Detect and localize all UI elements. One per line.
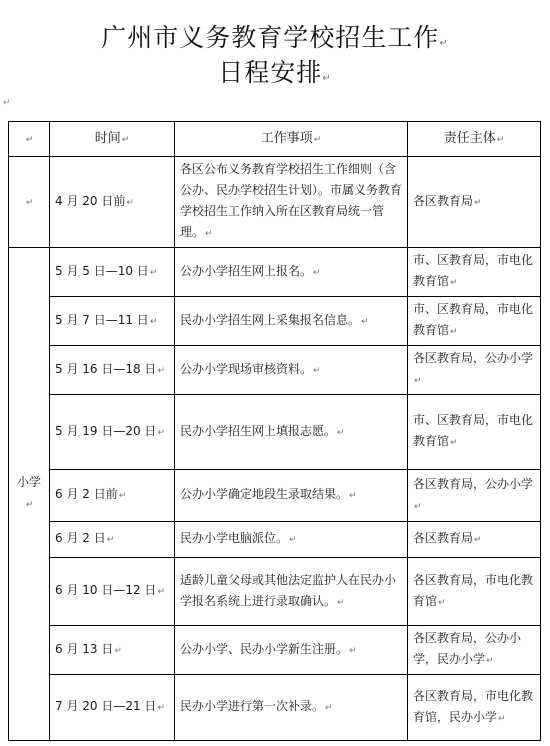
task-cell: 公办小学确定地段生录取结果。↵ [175, 470, 408, 522]
task-cell: 适龄儿童父母或其他法定监护人在民办小学报名系统上进行录取确认。↵ [175, 558, 408, 626]
table-row [9, 522, 541, 558]
responsible-cell: 各区教育局，市电化教育馆，民办小学↵ [408, 675, 541, 741]
task-cell: 公办小学现场审核资料。↵ [175, 346, 408, 395]
time-cell: 6 月 2 日前↵ [50, 470, 175, 522]
responsible-cell: 各区教育局，公办小学↵ [408, 470, 541, 522]
time-cell: 5 月 7 日—11 日↵ [50, 297, 175, 346]
responsible-cell: 各区教育局，公办小学↵ [408, 346, 541, 395]
responsible-cell: 各区教育局，公办小学，民办小学↵ [408, 626, 541, 675]
time-cell: 5 月 19 日—20 日↵ [50, 395, 175, 470]
task-cell: 民办小学进行第一次补录。↵ [175, 675, 408, 741]
task-cell: 公办小学、民办小学新生注册。↵ [175, 626, 408, 675]
responsible-cell: 各区教育局↵ [408, 522, 541, 558]
table-row [9, 297, 541, 346]
time-cell: 4 月 20 日前↵ [50, 157, 175, 248]
header-responsible: 责任主体↵ [408, 122, 541, 157]
time-cell: 5 月 16 日—18 日↵ [50, 346, 175, 395]
table-row [9, 395, 541, 470]
header-task: 工作事项↵ [175, 122, 408, 157]
category-cell-primary: 小学↵ [9, 248, 50, 741]
responsible-cell: 各区教育局，市电化教育馆↵ [408, 558, 541, 626]
task-cell: 民办小学招生网上填报志愿。↵ [175, 395, 408, 470]
table-row [9, 157, 541, 248]
table-row [9, 346, 541, 395]
time-cell: 6 月 2 日↵ [50, 522, 175, 558]
task-cell: 各区公布义务教育学校招生工作细则（含公办、民办学校招生计划）。市属义务教育学校招生工作纳入所在区教育局统一管理。↵ [175, 157, 408, 248]
responsible-cell: 市、区教育局，市电化教育馆↵ [408, 248, 541, 297]
header-blank: ↵ [9, 122, 50, 157]
document-title-line1: 广州市义务教育学校招生工作↵ [101, 23, 449, 52]
schedule-table [8, 121, 541, 741]
time-cell: 6 月 13 日↵ [50, 626, 175, 675]
table-row [9, 558, 541, 626]
paragraph-mark: ↵ [3, 98, 11, 108]
time-cell: 5 月 5 日—10 日↵ [50, 248, 175, 297]
document-title-line2: 日程安排↵ [218, 58, 332, 87]
task-cell: 民办小学电脑派位。↵ [175, 522, 408, 558]
category-cell-blank: ↵ [9, 157, 50, 248]
time-cell: 7 月 20 日—21 日↵ [50, 675, 175, 741]
header-time: 时间↵ [50, 122, 175, 157]
table-row [9, 248, 541, 297]
responsible-cell: 各区教育局↵ [408, 157, 541, 248]
table-row [9, 675, 541, 741]
task-cell: 公办小学招生网上报名。↵ [175, 248, 408, 297]
task-cell: 民办小学招生网上采集报名信息。↵ [175, 297, 408, 346]
table-row [9, 470, 541, 522]
responsible-cell: 市、区教育局，市电化教育馆↵ [408, 395, 541, 470]
time-cell: 6 月 10 日—12 日↵ [50, 558, 175, 626]
header-row [9, 122, 541, 157]
responsible-cell: 市、区教育局，市电化教育馆↵ [408, 297, 541, 346]
table-row [9, 626, 541, 675]
